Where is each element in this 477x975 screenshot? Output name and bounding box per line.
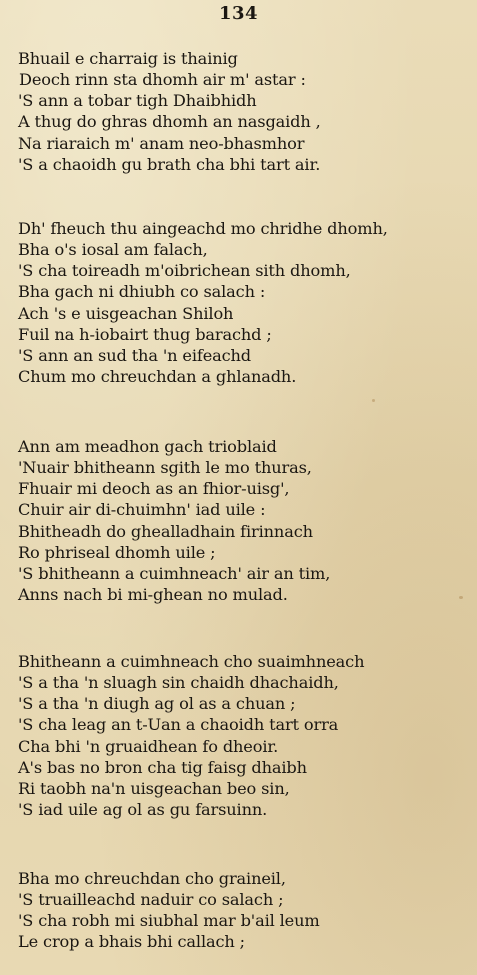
stanza-1 bbox=[0, 48, 477, 175]
verse-line: Bha gach ni dhiubh co salach : bbox=[18, 282, 266, 302]
verse-line: Bhuail e charraig is thainig bbox=[18, 49, 238, 68]
verse-line: A thug do ghras dhomh an nasgaidh , bbox=[18, 112, 321, 132]
verse-line: 'S bhitheann a cuimhneach' air an tim, bbox=[18, 563, 331, 583]
verse-line: 'S ann a tobar tigh Dhaibhidh bbox=[18, 91, 257, 111]
verse-line: Ann am meadhon gach trioblaid bbox=[18, 437, 277, 456]
verse-line: Bha mo chreuchdan cho graineil, bbox=[18, 869, 286, 888]
verse-line: 'S a tha 'n sluagh sin chaidh dhachaidh, bbox=[18, 673, 339, 693]
verse-line: Deoch rinn sta dhomh air m' astar : bbox=[19, 70, 306, 90]
verse-line: Le crop a bhais bhi callach ; bbox=[18, 932, 245, 952]
verse-line: Ro phriseal dhomh uile ; bbox=[18, 542, 216, 562]
verse-line: Dh' fheuch thu aingeachd mo chridhe dhomh, bbox=[18, 219, 388, 238]
verse-line: Bha o's iosal am falach, bbox=[18, 240, 208, 260]
verse-line: 'S a chaoidh gu brath cha bhi tart air. bbox=[18, 154, 321, 174]
verse-line: Bhitheann a cuimhneach cho suaimhneach bbox=[18, 652, 365, 671]
page-number: 134 bbox=[218, 3, 259, 24]
verse-line: Bhitheadh do ghealladhain firinnach bbox=[18, 521, 313, 541]
stanza-4 bbox=[0, 651, 477, 820]
verse-line: Ri taobh na'n uisgeachan beo sin, bbox=[18, 778, 290, 798]
verse-line: Ach 's e uisgeachan Shiloh bbox=[18, 303, 234, 323]
foxing-spot bbox=[372, 399, 375, 402]
verse-line: 'S cha leag an t-Uan a chaoidh tart orra bbox=[18, 715, 339, 735]
verse-line: Chuir air di-chuimhn' iad uile : bbox=[18, 500, 266, 520]
stanza-5 bbox=[0, 868, 477, 953]
verse-line: 'Nuair bhitheann sgith le mo thuras, bbox=[18, 458, 312, 478]
verse-line: A's bas no bron cha tig faisg dhaibh bbox=[18, 757, 307, 777]
foxing-spot bbox=[459, 596, 463, 599]
verse-line: 'S a tha 'n diugh ag ol as a chuan ; bbox=[18, 694, 296, 714]
foxing-spot bbox=[30, 310, 32, 312]
verse-line: Na riaraich m' anam neo-bhasmhor bbox=[18, 133, 305, 153]
verse-line: 'S iad uile ag ol as gu farsuinn. bbox=[18, 800, 268, 820]
verse-line: Chum mo chreuchdan a ghlanadh. bbox=[18, 367, 297, 387]
verse-line: 'S cha toireadh m'oibrichean sith dhomh, bbox=[18, 261, 351, 281]
stanza-2 bbox=[0, 218, 477, 387]
verse-line: Anns nach bi mi-ghean no mulad. bbox=[18, 585, 288, 605]
verse-line: Cha bhi 'n gruaidhean fo dheoir. bbox=[18, 736, 279, 756]
verse-line: 'S truailleachd naduir co salach ; bbox=[18, 890, 284, 910]
verse-line: 'S cha robh mi siubhal mar b'ail leum bbox=[18, 911, 320, 931]
verse-line: Fhuair mi deoch as an fhior-uisg', bbox=[18, 479, 290, 499]
verse-line: Fuil na h-iobairt thug barachd ; bbox=[18, 324, 272, 344]
verse-line: 'S ann an sud tha 'n eifeachd bbox=[18, 345, 252, 365]
stanza-3 bbox=[0, 436, 477, 605]
